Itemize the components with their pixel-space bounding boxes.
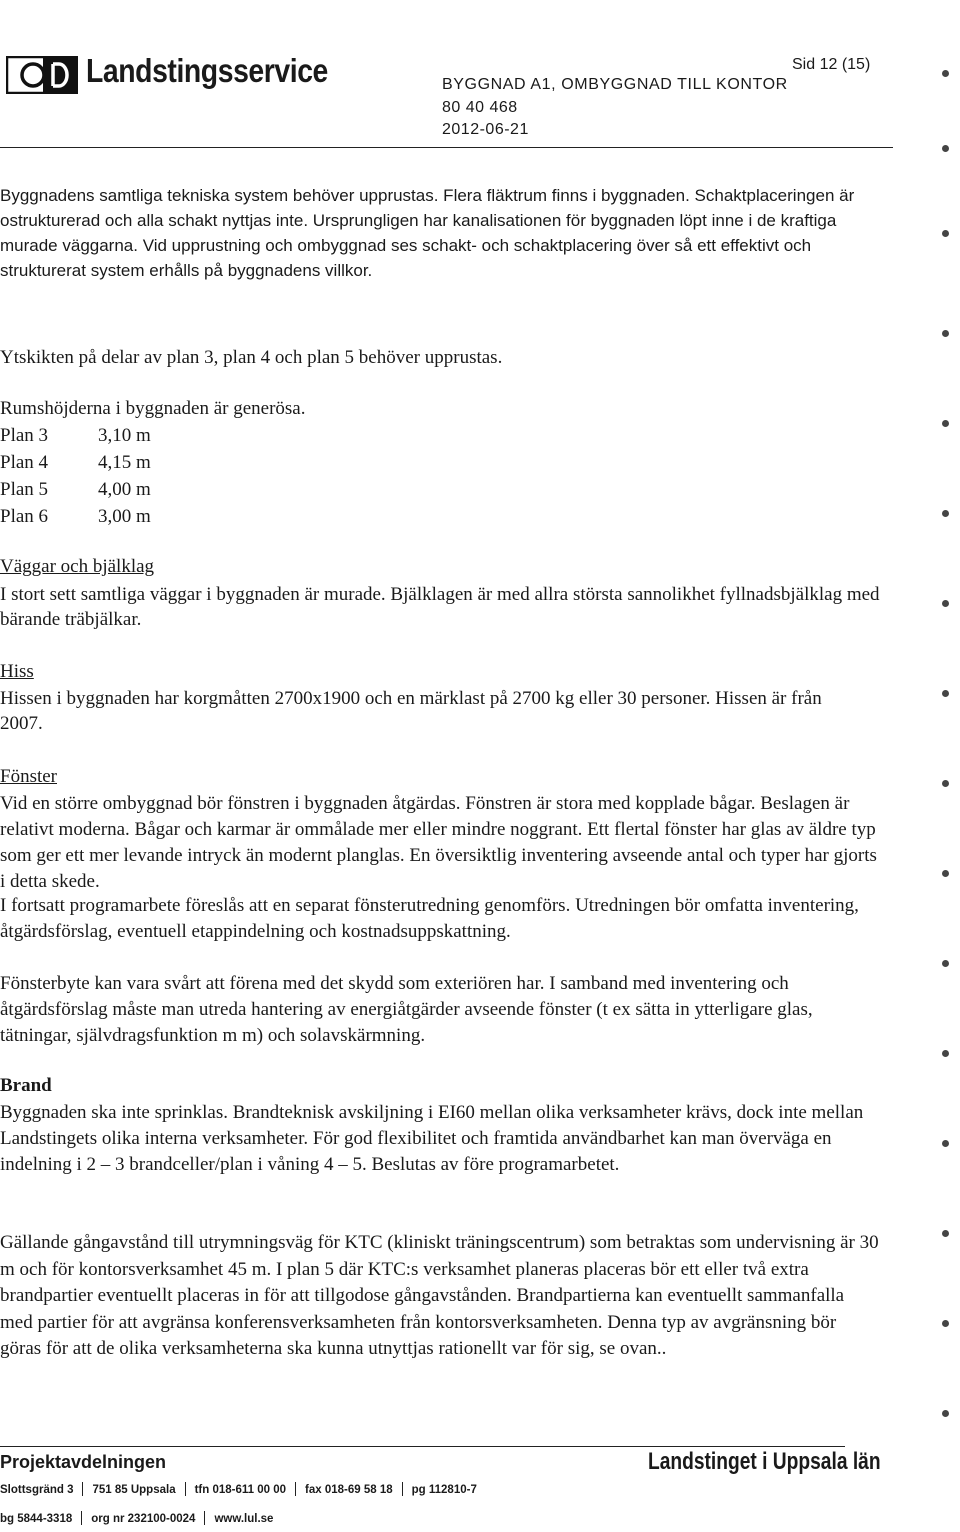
margin-mark [942,145,949,152]
room-height-value: 4,15 m [98,452,151,473]
room-height-value: 3,10 m [98,425,151,446]
paragraph-surfaces: Ytskikten på delar av plan 3, plan 4 och plan 5 behöver upprustas. [0,347,503,368]
paragraph-windows-2: I fortsatt programarbete föreslås att en separat fönsterutredning genomförs. Utredningen bör omfatta inventering, åtgärdsförslag, eventuell etappindelning och kostnadsuppskattning. [0,895,859,942]
project-title: BYGGNAD A1, OMBYGGNAD TILL KONTOR [442,76,788,93]
paragraph-fire-2: Gällande gångavstånd till utrymningsväg för KTC (kliniskt träningscentrum) som betraktas som undervisning är 30 m och för kontorsverksamhet 45 m. I plan 5 där KTC:s verksamhet planeras placeras bör ett eller två extra brandpartier eventuellt placeras in för att tillgodose gångavstånden. Brandpartierna kan eventuellt sammanfalla med partier för att avgränsa konferensverksamheten från kontorsverksamheten. Denna typ av avgränsning bör göras för att de olika verksamheterna ska kunna utnyttjas rationellt var för sig, se ovan.. [0,1232,879,1359]
paragraph-elevator: Hissen i byggnaden har korgmåtten 2700x1900 och en märklast på 2700 kg eller 30 personer. Hissen är från 2007. [0,688,822,735]
paragraph-walls: I stort sett samtliga väggar i byggnaden är murade. Bjälklagen är med allra största sannolikhet fyllnadsbjälklag med bärande träbjälkar. [0,584,880,631]
margin-mark [942,1410,949,1417]
footer-address-row [0,1482,477,1496]
footer-county-council: Landstinget i Uppsala län [648,1448,881,1475]
org-name: Landstingsservice [86,52,328,89]
header-divider [0,147,893,148]
heading-windows: Fönster [0,766,57,787]
project-number: 80 40 468 [442,99,518,116]
margin-mark [942,70,949,77]
margin-mark [942,600,949,607]
paragraph-fire-1: Byggnaden ska inte sprinklas. Brandteknisk avskiljning i EI60 mellan olika verksamheter krävs, dock inte mellan Landstingets olika interna verksamheter. För god flexibilitet och framtida användbarhet kan man överväga en indelning i 2 – 3 brandceller/plan i våning 4 – 5. Beslutas av före programarbetet. [0,1102,864,1175]
room-height-plan: Plan 4 [0,452,49,473]
paragraph-windows-1: Vid en större ombyggnad bör fönstren i byggnaden åtgärdas. Fönstren är stora med kopplade bågar. Beslagen är relativt moderna. Bågar och karmar är ommålade mer eller mindre noggrant. Ett flertal fönster har glas av äldre typ som ger ett mer levande intryck än modernt planglas. En översiktlig inventering avseende antal och typer har gjorts i detta skede. [0,793,877,892]
room-height-value: 3,00 m [98,506,151,527]
margin-mark [942,780,949,787]
room-height-plan: Plan 3 [0,425,49,446]
room-height-plan: Plan 5 [0,479,49,500]
margin-mark [942,330,949,337]
footer-address: Slottsgränd 3 [0,1484,74,1496]
heading-walls: Väggar och bjälklag [0,556,155,577]
margin-mark [942,510,949,517]
margin-mark [942,1320,949,1327]
margin-mark [942,1140,949,1147]
margin-mark [942,690,949,697]
margin-mark [942,960,949,967]
footer-department: Projektavdelningen [0,1452,167,1472]
margin-mark [942,420,949,427]
heading-elevator: Hiss [0,661,34,682]
paragraph-systems: Byggnadens samtliga tekniska system behöver upprustas. Flera fläktrum finns i byggnaden. Schaktplaceringen är ostrukturerad och alla schakt nyttjas inte. Ursprungligen har kanalisationen för byggnaden löpt inne i de kraftiga murade väggarna. Vid upprustning och ombyggnad ses schakt- och schaktplacering över så ett effektivt och strukturerat system erhålls på byggnadens villkor. [0,186,855,280]
footer-divider [0,1446,845,1447]
paragraph-room-heights: Rumshöjderna i byggnaden är generösa. [0,398,306,419]
footer-pg: pg 112810-7 [411,1484,477,1496]
margin-mark [942,870,949,877]
footer-phone: tfn 018-611 00 00 [194,1484,287,1496]
footer-org-nr: org nr 232100-0024 [91,1513,196,1525]
margin-mark [942,1230,949,1237]
paragraph-windows-3: Fönsterbyte kan vara svårt att förena med det skydd som exteriören har. I samband med inventering och åtgärdsförslag måste man utreda hantering av energiåtgärder avseende fönster (t ex sätta in ytterligare glas, tätningar, självdragsfunktion m m) och solavskärmning. [0,973,813,1046]
margin-mark [942,230,949,237]
footer-web[interactable]: www.lul.se [214,1513,274,1525]
document-date: 2012-06-21 [442,121,529,138]
footer-bg: bg 5844-3318 [0,1513,73,1525]
room-height-plan: Plan 6 [0,506,49,527]
footer-postal: 751 85 Uppsala [92,1484,176,1496]
page-number: Sid 12 (15) [792,56,871,73]
footer-fax: fax 018-69 58 18 [305,1484,393,1496]
margin-mark [942,1050,949,1057]
heading-fire: Brand [0,1075,52,1096]
landstinget-logo-icon [6,56,78,94]
room-height-value: 4,00 m [98,479,151,500]
footer-registration-row [0,1511,273,1525]
